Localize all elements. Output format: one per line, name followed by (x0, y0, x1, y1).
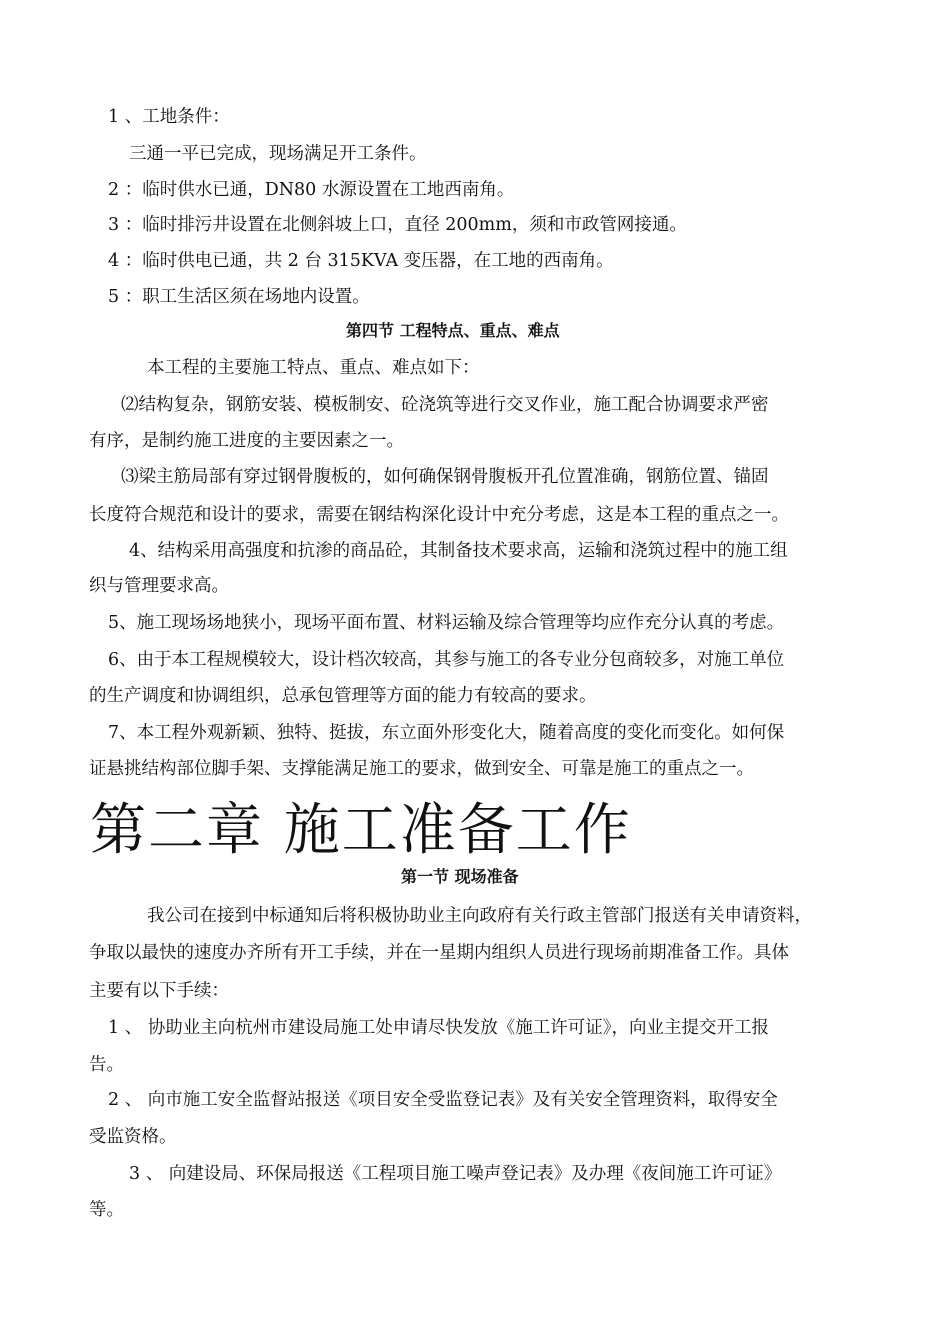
paragraph: 长度符合规范和设计的要求，需要在钢结构深化设计中充分考虑，这是本工程的重点之一。 (89, 505, 789, 525)
paragraph: 织与管理要求高。 (89, 576, 229, 596)
paragraph: 有序，是制约施工进度的主要因素之一。 (89, 431, 404, 451)
section-heading: 第一节 现场准备 (401, 867, 519, 886)
paragraph: 争取以最快的速度办齐所有开工手续，并在一星期内组织人员进行现场前期准备工作。具体 (89, 943, 789, 963)
paragraph: 6、由于本工程规模较大，设计档次较高，其参与施工的各专业分包商较多，对施工单位 (108, 650, 785, 670)
paragraph: 3 ：临时排污井设置在北侧斜坡上口，直径 200mm，须和市政管网接通。 (108, 215, 687, 235)
paragraph: 等。 (89, 1200, 124, 1220)
paragraph: ⑶梁主筋局部有穿过钢骨腹板的，如何确保钢骨腹板开孔位置准确，钢筋位置、锚固 (121, 467, 769, 487)
paragraph: 主要有以下手续： (89, 981, 229, 1001)
paragraph: 受监资格。 (89, 1127, 177, 1147)
paragraph: 4 ：临时供电已通，共 2 台 315KVA 变压器，在工地的西南角。 (108, 251, 614, 271)
paragraph: 三通一平已完成，现场满足开工条件。 (129, 144, 427, 164)
chapter-title: 第二章 施工准备工作 (90, 798, 632, 863)
site-conditions-title: 1 、工地条件： (108, 107, 230, 127)
section-heading: 第四节 工程特点、重点、难点 (346, 321, 560, 340)
paragraph: 4、结构采用高强度和抗渗的商品砼，其制备技术要求高，运输和浇筑过程中的施工组 (129, 541, 788, 561)
paragraph: 告。 (89, 1055, 124, 1075)
paragraph: 1 、 协助业主向杭州市建设局施工处申请尽快发放《施工许可证》，向业主提交开工报 (108, 1018, 770, 1038)
paragraph: 7、本工程外观新颖、独特、挺拔，东立面外形变化大，随着高度的变化而变化。如何保 (108, 723, 785, 743)
paragraph: 本工程的主要施工特点、重点、难点如下： (147, 358, 480, 378)
paragraph: 5、施工现场场地狭小，现场平面布置、材料运输及综合管理等均应作充分认真的考虑。 (108, 613, 785, 633)
paragraph: 证悬挑结构部位脚手架、支撑能满足施工的要求，做到安全、可靠是施工的重点之一。 (89, 759, 754, 779)
paragraph: 的生产调度和协调组织，总承包管理等方面的能力有较高的要求。 (89, 686, 597, 706)
paragraph: 3 、 向建设局、环保局报送《工程项目施工噪声登记表》及办理《夜间施工许可证》 (129, 1164, 782, 1184)
paragraph: 5 ：职工生活区须在场地内设置。 (108, 287, 370, 307)
paragraph: 2 ：临时供水已通，DN80 水源设置在工地西南角。 (108, 180, 515, 200)
paragraph: ⑵结构复杂，钢筋安装、模板制安、砼浇筑等进行交叉作业，施工配合协调要求严密 (121, 395, 769, 415)
paragraph: 我公司在接到中标通知后将积极协助业主向政府有关行政主管部门报送有关申请资料， (147, 906, 812, 926)
paragraph: 2 、 向市施工安全监督站报送《项目安全受监登记表》及有关安全管理资料，取得安全 (108, 1090, 778, 1110)
